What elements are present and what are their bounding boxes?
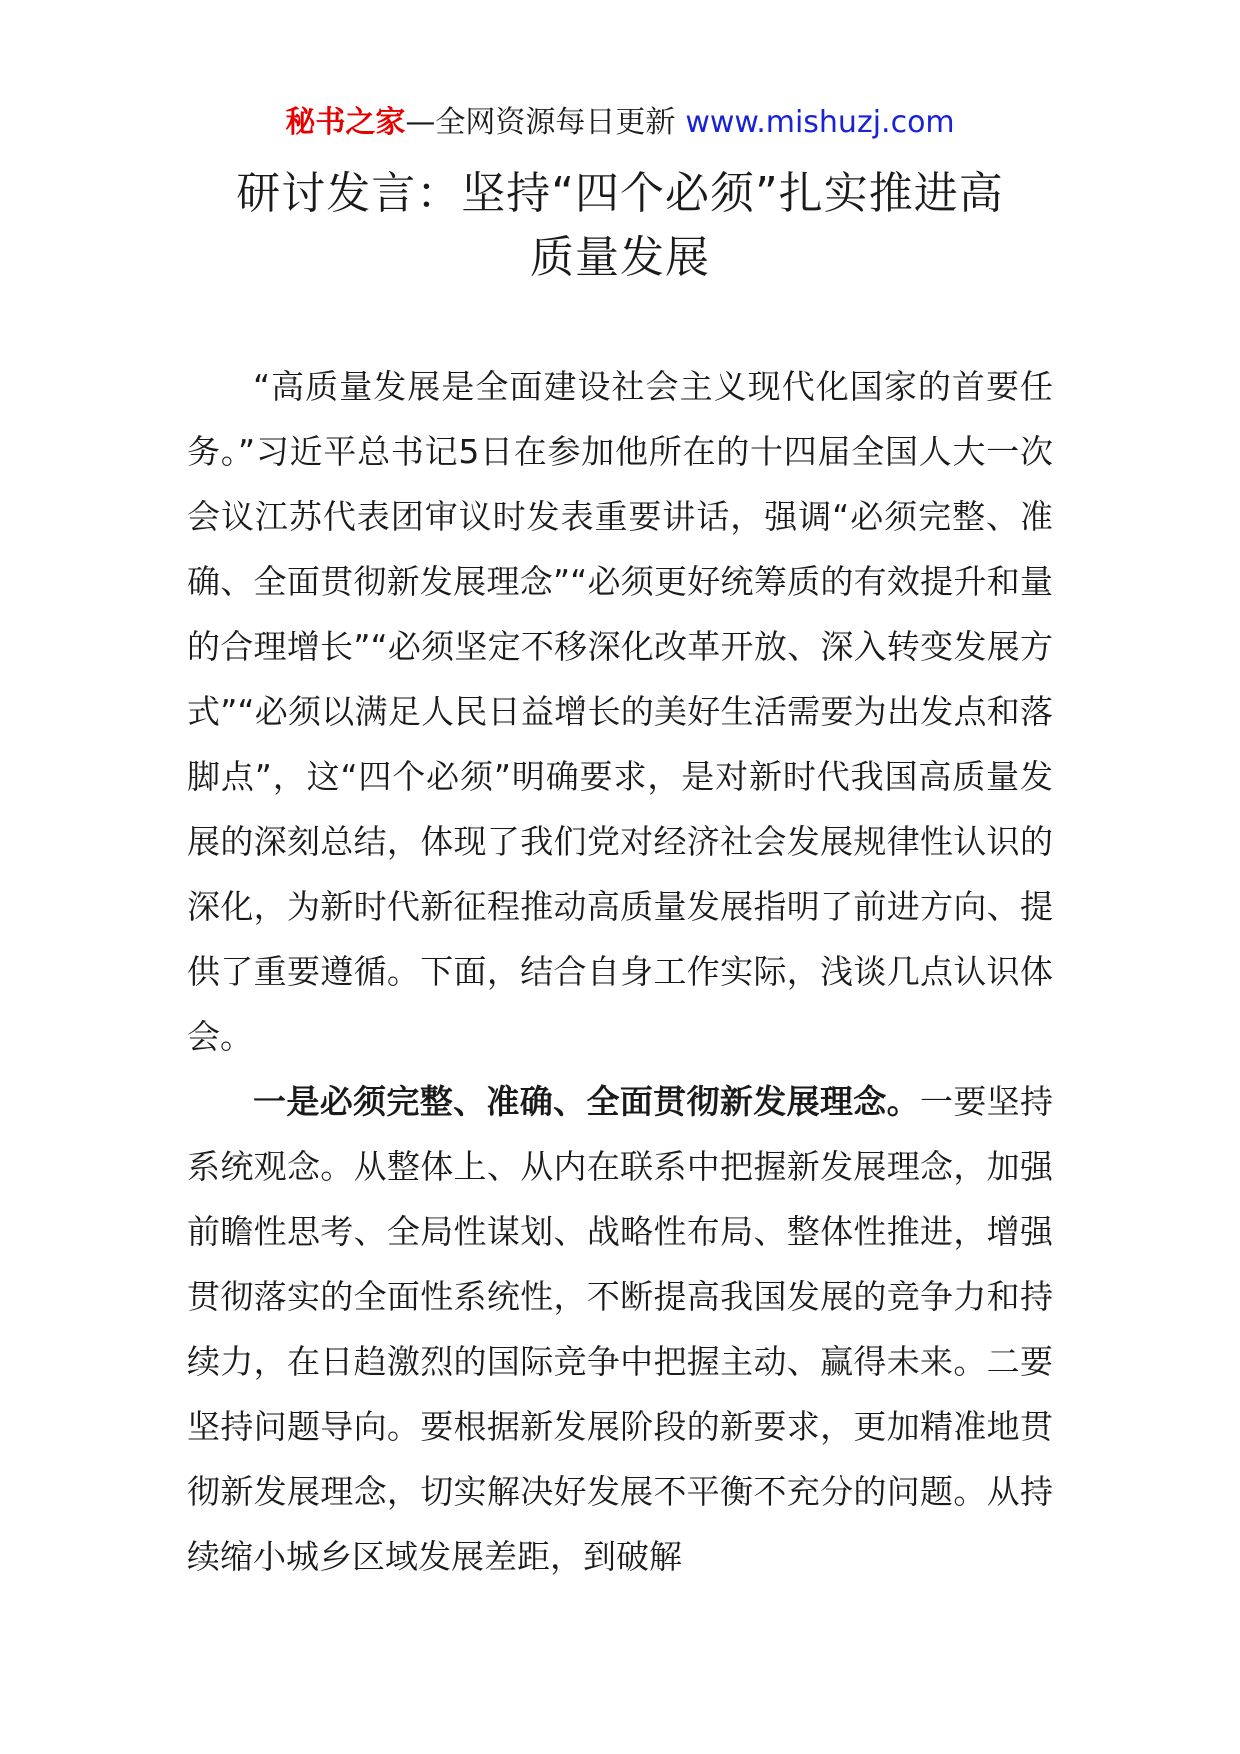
site-url-link[interactable]: www.mishuzj.com [685, 105, 955, 140]
header-slogan: —全网资源每日更新 [405, 105, 676, 140]
document-title-line-2: 质量发展 [530, 232, 710, 283]
paragraph-point-one [187, 1069, 1053, 1589]
paragraph-intro-text: “高质量发展是全面建设社会主义现代化国家的首要任务。”习近平总书记5日在参加他所在的十四届全国人大一次会议江苏代表团审议时发表重要讲话，强调“必须完整、准确、全面贯彻新发展理念”“必须更好统筹质的有效提升和量的合理增长”“必须坚定不移深化改革开放、深入转变发展方式”“必须以满足人民日益增长的美好生活需要为出发点和落脚点”，这“四个必须”明确要求，是对新时代我国高质量发展的深刻总结，体现了我们党对经济社会发展规律性认识的深化，为新时代新征程推动高质量发展指明了前进方向、提供了重要遵循。下面，结合自身工作实际，浅谈几点认识体会。 [187, 367, 1053, 1056]
brand-name: 秘书之家 [285, 105, 406, 140]
paragraph-intro [187, 354, 1053, 1069]
paragraph-point-one-heading: 一是必须完整、准确、全面贯彻新发展理念。 [253, 1082, 920, 1121]
document-title-line-1: 研讨发言：坚持“四个必须”扎实推进高 [236, 168, 1004, 219]
paragraph-point-one-text: 一要坚持系统观念。从整体上、从内在联系中把握新发展理念，加强前瞻性思考、全局性谋划、战略性布局、整体性推进，增强贯彻落实的全面性系统性，不断提高我国发展的竞争力和持续力，在日趋激烈的国际竞争中把握主动、赢得未来。二要坚持问题导向。要根据新发展阶段的新要求，更加精准地贯彻新发展理念，切实解决好发展不平衡不充分的问题。从持续缩小城乡区域发展差距，到破解 [187, 1082, 1054, 1576]
document-body [187, 354, 1053, 1589]
document-title [190, 162, 1050, 290]
site-header [0, 100, 1240, 146]
